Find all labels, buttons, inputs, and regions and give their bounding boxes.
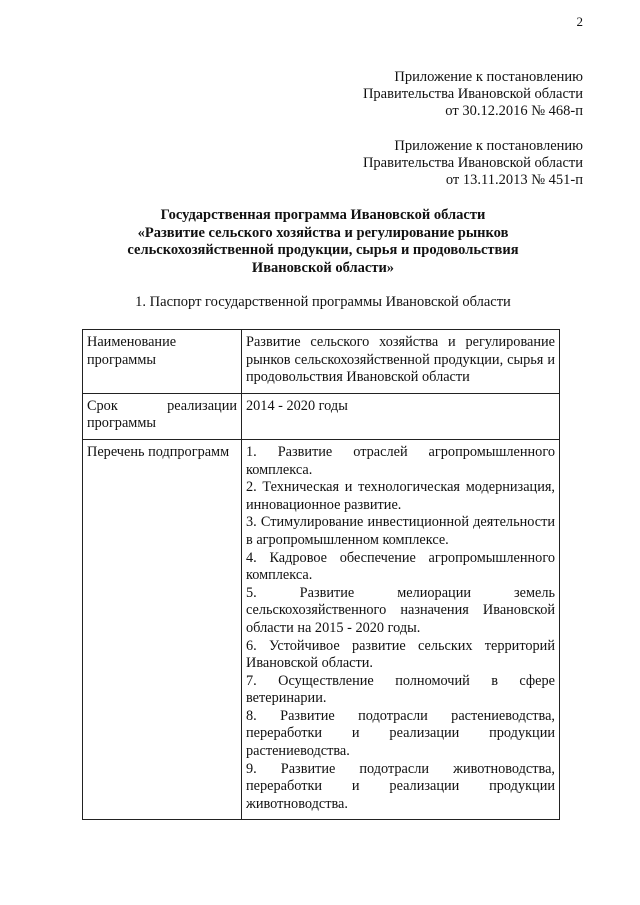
title-line: сельскохозяйственной продукции, сырья и продовольствия bbox=[127, 242, 519, 259]
list-item: 9. Развитие подотрасли животноводства, переработки и реализации продукции животноводства. bbox=[246, 760, 555, 812]
attachment-line: Правительства Ивановской области bbox=[362, 86, 583, 102]
row-label-period bbox=[83, 393, 242, 439]
page-number: 2 bbox=[576, 14, 583, 29]
label-line bbox=[87, 398, 237, 416]
attachment-line: от 30.12.2016 № 468-п bbox=[445, 103, 583, 119]
row-label-program-name bbox=[83, 330, 242, 394]
attachment-line: Приложение к постановлению bbox=[394, 69, 583, 85]
row-value-subprograms bbox=[242, 439, 560, 819]
attachment-note-2016 bbox=[363, 69, 583, 120]
table-row bbox=[83, 393, 560, 439]
cell-text: Срок bbox=[87, 397, 118, 414]
program-passport-table bbox=[82, 329, 560, 820]
title-line: «Развитие сельского хозяйства и регулирование рынков bbox=[137, 224, 509, 241]
table-row bbox=[83, 439, 560, 819]
title-line: Ивановской области» bbox=[251, 259, 395, 276]
list-item: 4. Кадровое обеспечение агропромышленного комплекса. bbox=[246, 549, 555, 584]
row-value-program-name bbox=[242, 330, 560, 394]
list-item: 2. Техническая и технологическая модернизация, инновационное развитие. bbox=[246, 479, 555, 513]
list-item: 8. Развитие подотрасли растениеводства, переработки и реализации продукции растениеводства. bbox=[246, 707, 555, 760]
cell-text: Перечень подпрограмм bbox=[87, 443, 230, 460]
attachment-line: Правительства Ивановской области bbox=[362, 155, 583, 171]
table-row bbox=[83, 330, 560, 394]
row-value-period bbox=[242, 393, 560, 439]
list-item: 6. Устойчивое развитие сельских территорий Ивановской области. bbox=[246, 637, 555, 672]
attachment-line: от 13.11.2013 № 451-п bbox=[445, 172, 583, 188]
list-item: 3. Стимулирование инвестиционной деятельности в агропромышленном комплексе. bbox=[246, 514, 555, 548]
list-item: 5. Развитие мелиорации земель сельскохозяйственного назначения Ивановской области на 2015 - 2020 годы. bbox=[246, 584, 555, 636]
cell-text: Развитие сельского хозяйства и регулирование рынков сельскохозяйственной продукции, сырья и продовольствия Ивановской области bbox=[246, 334, 555, 386]
cell-text: реализации bbox=[167, 397, 237, 414]
attachment-note-2013 bbox=[363, 138, 583, 189]
document-title bbox=[82, 207, 564, 277]
attachment-line: Приложение к постановлению bbox=[394, 138, 583, 154]
title-line: Государственная программа Ивановской области bbox=[160, 207, 486, 223]
cell-text: программы bbox=[87, 415, 157, 432]
cell-text: 2014 - 2020 годы bbox=[246, 397, 348, 414]
cell-text: Наименование программы bbox=[87, 334, 177, 368]
section-heading: 1. Паспорт государственной программы Ивановской области bbox=[135, 294, 511, 310]
list-item: 1. Развитие отраслей агропромышленного комплекса. bbox=[246, 443, 555, 478]
row-label-subprograms bbox=[83, 439, 242, 819]
list-item: 7. Осуществление полномочий в сфере ветеринарии. bbox=[246, 672, 555, 707]
